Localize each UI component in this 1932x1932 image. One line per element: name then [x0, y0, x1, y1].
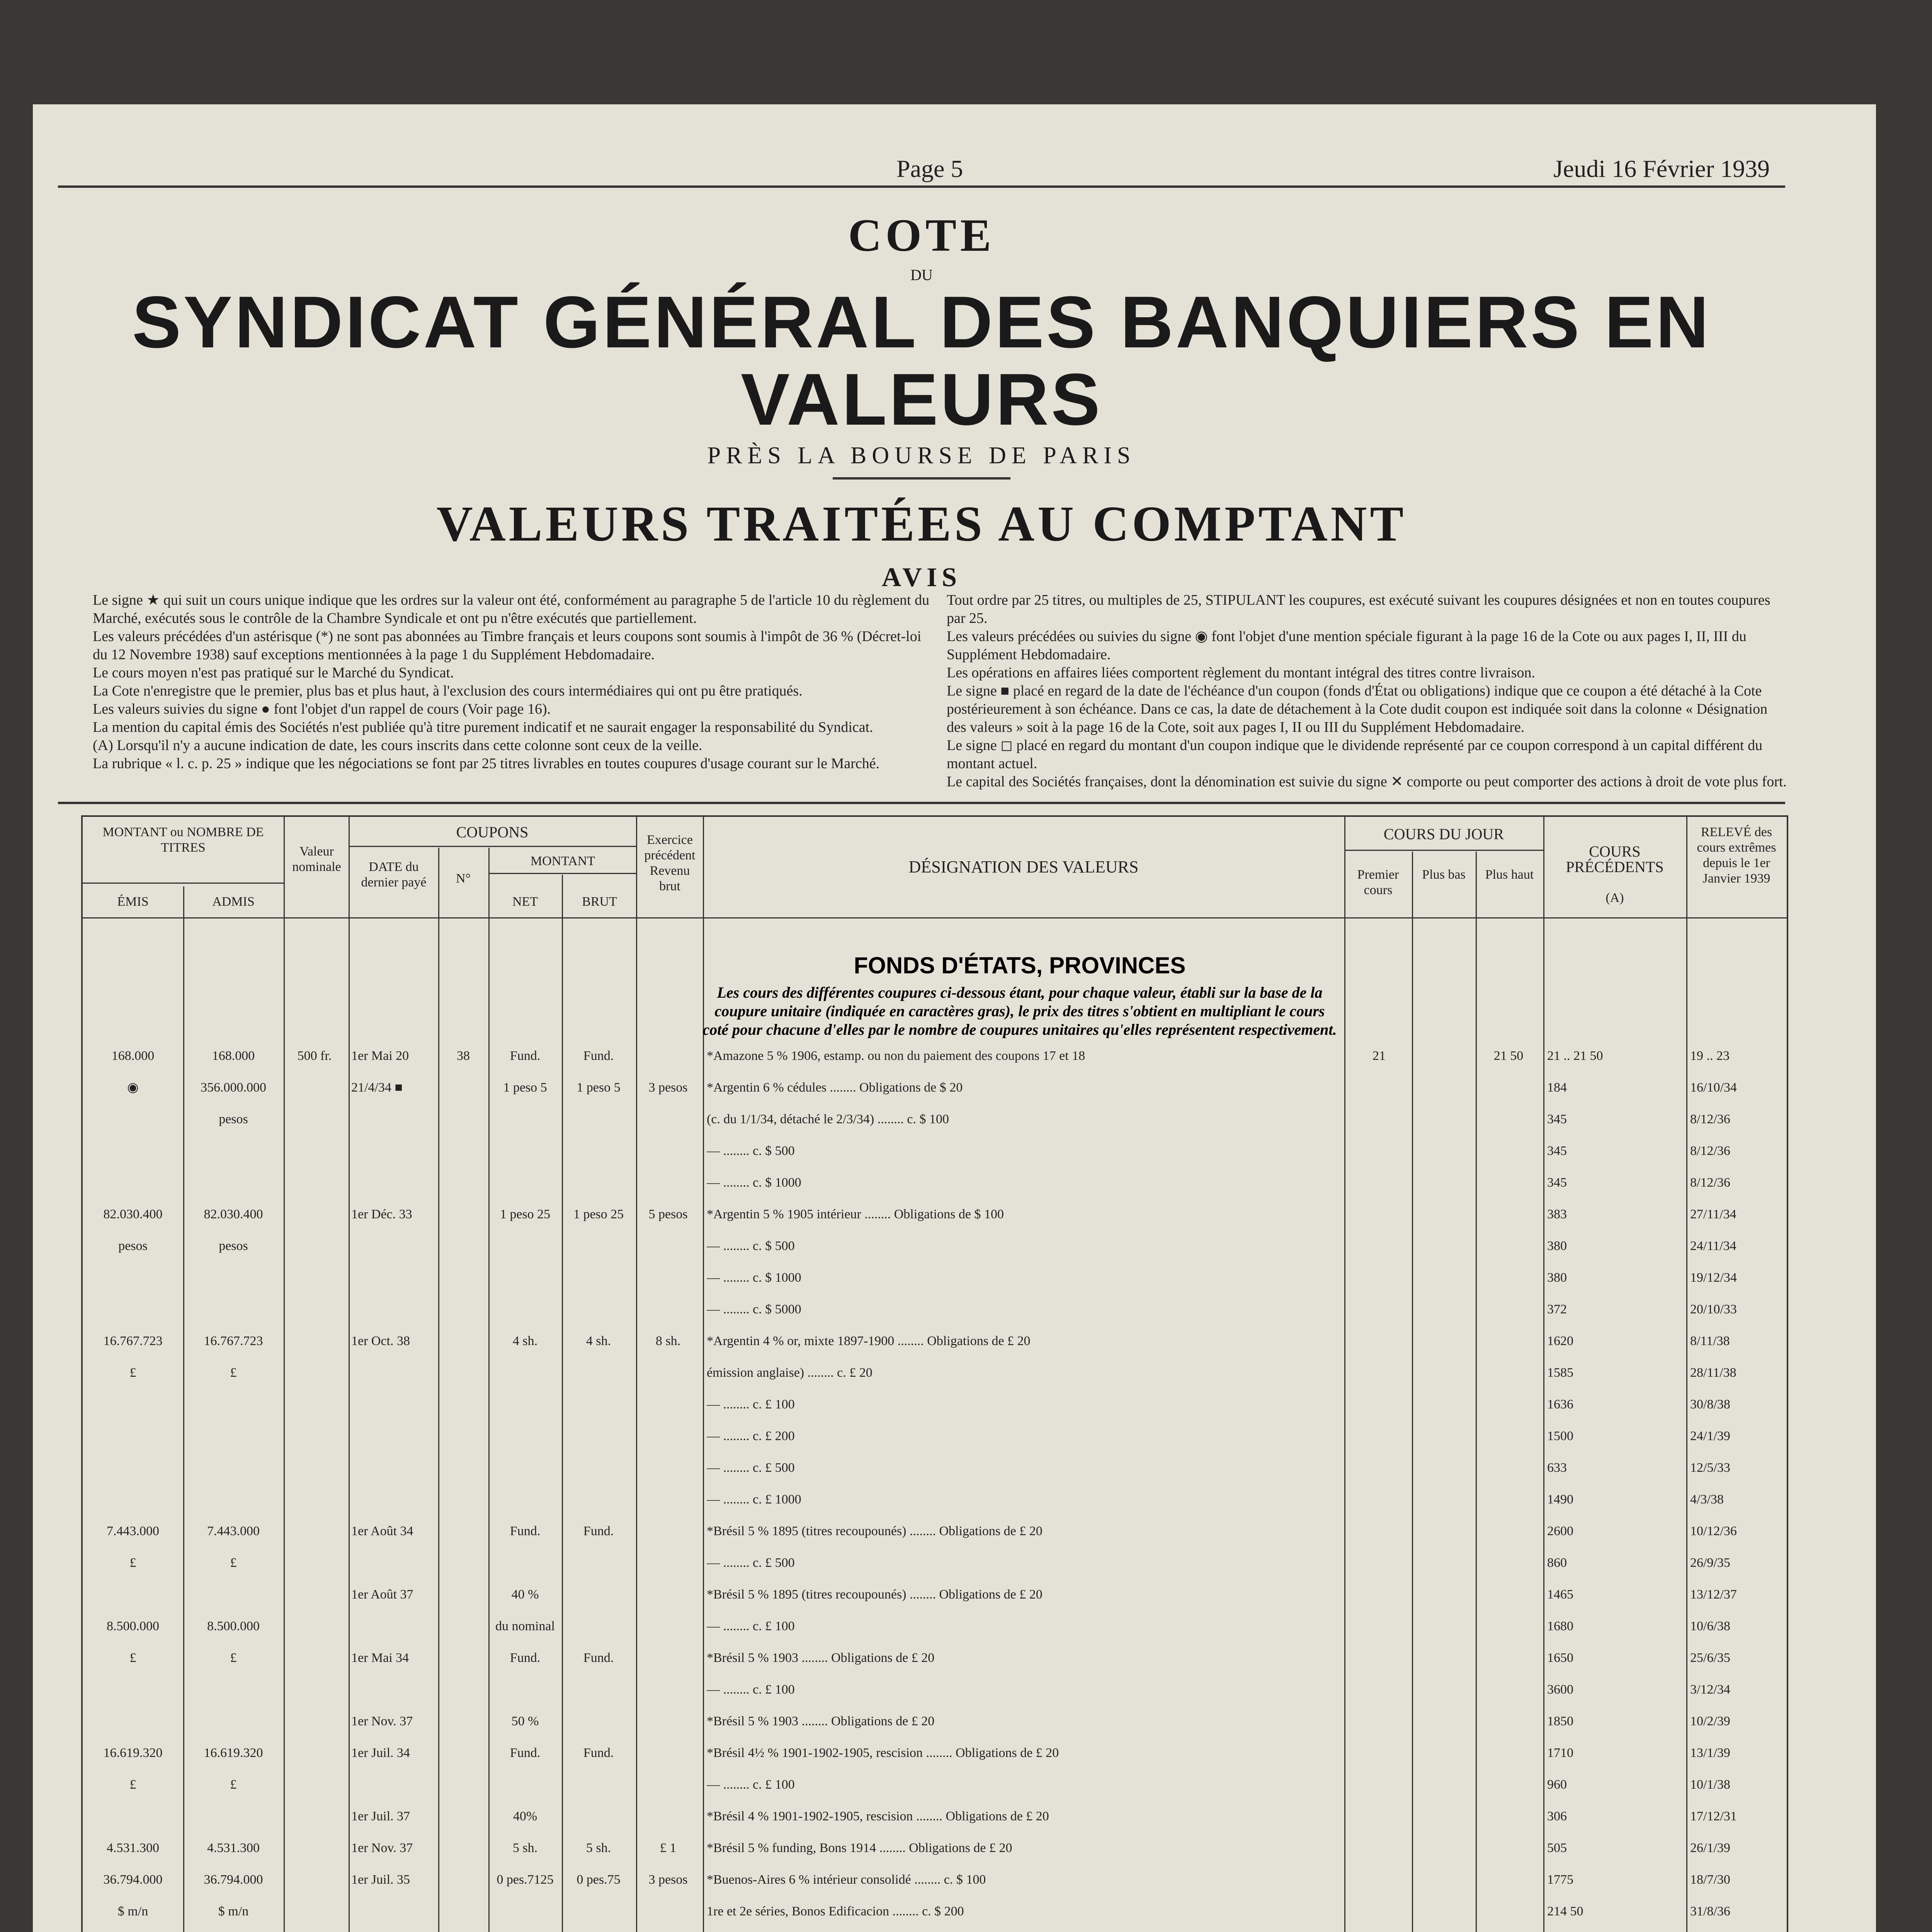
cell-designation: — ........ c. £ 500 — [707, 1556, 795, 1570]
table-row — [83, 1144, 1787, 1175]
cell-precedents: 1710 — [1547, 1746, 1573, 1760]
cell-designation: émission anglaise) ........ c. £ 20 — [707, 1366, 872, 1380]
cell-net: Fund. — [510, 1524, 541, 1538]
avis-paragraph: Le cours moyen n'est pas pratiqué sur le Marché du Syndicat. — [93, 665, 454, 681]
cell-releve: 10/1/38 — [1690, 1777, 1730, 1792]
avis-paragraph: Les valeurs suivies du signe ● font l'objet d'un rappel de cours (Voir page 16). — [93, 701, 551, 717]
cell-designation: — ........ c. $ 1000 — [707, 1270, 801, 1285]
avis-paragraph: Les opérations en affaires liées comportent règlement du montant intégral des titres contre livraison. — [947, 665, 1536, 681]
avis-paragraph: Le signe ★ qui suit un cours unique indique que les ordres sur la valeur ont été, conformément au paragraphe 5 de l'article 10 du règlement du Marché, exécutés sous le contrôle de la Chambre Syndicale et ont pu n'être exécutés que partiellement. — [93, 592, 930, 626]
cell-precedents: 3600 — [1547, 1682, 1573, 1697]
th-precedents-a: (A) — [1605, 891, 1624, 905]
cell-emis: $ m/n — [117, 1904, 148, 1918]
th-admis: ADMIS — [212, 895, 255, 909]
th-date: DATE du dernier payé — [361, 860, 427, 889]
table-row — [83, 1524, 1787, 1556]
cell-brut: Fund. — [583, 1746, 614, 1760]
cell-exercice: 3 pesos — [648, 1080, 688, 1095]
page-number: Page 5 — [896, 155, 963, 182]
cell-releve: 31/8/36 — [1690, 1904, 1730, 1918]
cell-emis: 36.794.000 — [103, 1872, 163, 1887]
cell-emis: £ — [129, 1366, 136, 1380]
cell-admis: 168.000 — [212, 1049, 255, 1063]
cell-net: 4 sh. — [512, 1334, 538, 1348]
cell-releve: 19/12/34 — [1690, 1270, 1737, 1285]
cell-admis: £ — [230, 1366, 237, 1380]
th-haut: Plus haut — [1485, 867, 1534, 882]
cell-releve: 13/12/37 — [1690, 1587, 1737, 1602]
cell-exercice: £ 1 — [660, 1841, 677, 1855]
th-montant: MONTANT ou NOMBRE DE TITRES — [102, 825, 264, 855]
issue-date: Jeudi 16 Février 1939 — [1553, 155, 1770, 182]
avis-paragraph: Le capital des Sociétés françaises, dont la dénomination est suivie du signe ✕ comporte ou peut comporter des actions à droit de vote plus fort. — [947, 774, 1787, 790]
cell-admis: 7.443.000 — [207, 1524, 260, 1538]
th-emis: ÉMIS — [117, 895, 149, 909]
th-designation: DÉSIGNATION DES VALEURS — [908, 857, 1139, 876]
table-row — [83, 1397, 1787, 1429]
avis-right-column — [947, 591, 1789, 791]
cell-precedents: 306 — [1547, 1809, 1567, 1823]
cell-releve: 8/12/36 — [1690, 1144, 1730, 1158]
table-row — [83, 1207, 1787, 1239]
section-fonds-etats — [701, 952, 1338, 1039]
cell-precedents: 1465 — [1547, 1587, 1573, 1602]
quotation-table — [81, 815, 1788, 1932]
cell-date: 1er Nov. 37 — [351, 1714, 413, 1728]
table-row — [83, 1334, 1787, 1366]
cell-date: 1er Mai 20 — [351, 1049, 409, 1063]
cell-admis: pesos — [219, 1239, 248, 1253]
avis-paragraph: Le signe ◻ placé en regard du montant d'un coupon indique que le dividende représenté par ce coupon correspond à un capital différent du montant actuel. — [947, 737, 1763, 772]
cell-date: 1er Juil. 37 — [351, 1809, 410, 1823]
row-rule — [83, 883, 284, 884]
cell-releve: 27/11/34 — [1690, 1207, 1736, 1221]
title-main: SYNDICAT GÉNÉRAL DES BANQUIERS EN VALEURS — [132, 281, 1711, 440]
cell-releve: 17/12/31 — [1690, 1809, 1737, 1823]
title-block — [58, 193, 1785, 553]
cell-precedents: 214 50 — [1547, 1904, 1583, 1918]
table-row — [83, 1714, 1787, 1746]
cell-releve: 18/7/30 — [1690, 1872, 1730, 1887]
avis-paragraph: Le signe ■ placé en regard de la date de l'échéance d'un coupon (fonds d'État ou obligations) indique que ce coupon a été détaché à la Cote postérieurement à son échéance. Dans ce cas, la date de détachement à la Cote dudit coupon est indiquée soit dans la colonne « Désignation des valeurs » soit à la page 16 de la Cote, soit aux pages I, II ou III du Supplément Hebdomadaire. — [947, 683, 1768, 735]
cell-admis: 356.000.000 — [201, 1080, 266, 1095]
table-row — [83, 1112, 1787, 1144]
cell-brut: 1 peso 25 — [573, 1207, 624, 1221]
cell-net: Fund. — [510, 1746, 541, 1760]
section-note: Les cours des différentes coupures ci-dessous étant, pour chaque valeur, établi sur la base de la coupure unitaire (indiquée en caractères gras), le prix des titres s'obtient en multipliant le cours coté pour chacune d'elles par le nombre de coupures unitaires qu'elles représentent respectivement. — [702, 984, 1337, 1038]
cell-precedents: 380 — [1547, 1270, 1567, 1285]
cell-valeur: 500 fr. — [297, 1049, 332, 1063]
cell-releve: 12/5/33 — [1690, 1461, 1730, 1475]
title-du: DU — [910, 266, 933, 284]
header-bottom-rule — [83, 917, 1787, 918]
cell-net: du nominal — [495, 1619, 555, 1633]
cell-admis: 36.794.000 — [204, 1872, 263, 1887]
cell-precedents: 345 — [1547, 1175, 1567, 1190]
th-valeur: Valeur nominale — [292, 844, 341, 874]
cell-precedents: 1500 — [1547, 1429, 1573, 1443]
cell-releve: 26/9/35 — [1690, 1556, 1730, 1570]
cell-designation: *Buenos-Aires 6 % intérieur consolidé ........ c. $ 100 — [707, 1872, 986, 1887]
cell-emis: 16.767.723 — [103, 1334, 163, 1348]
cell-exercice: 5 pesos — [648, 1207, 688, 1221]
cell-designation: (c. du 1/1/34, détaché le 2/3/34) ........ c. $ 100 — [707, 1112, 949, 1126]
cell-net: Fund. — [510, 1651, 541, 1665]
cell-date: 1er Août 34 — [351, 1524, 413, 1538]
table-row — [83, 1809, 1787, 1841]
cell-designation: — ........ c. £ 500 — [707, 1461, 795, 1475]
cell-emis: 8.500.000 — [107, 1619, 159, 1633]
cell-admis: 4.531.300 — [207, 1841, 260, 1855]
table-row — [83, 1841, 1787, 1872]
cell-releve: 4/3/38 — [1690, 1492, 1724, 1507]
cell-precedents: 1680 — [1547, 1619, 1573, 1633]
cell-designation: *Brésil 4½ % 1901-1902-1905, rescision ........ Obligations de £ 20 — [707, 1746, 1059, 1760]
cell-designation: *Brésil 4 % 1901-1902-1905, rescision ........ Obligations de £ 20 — [707, 1809, 1049, 1823]
cell-precedents: 1775 — [1547, 1872, 1573, 1887]
cell-releve: 20/10/33 — [1690, 1302, 1737, 1316]
cell-admis: £ — [230, 1651, 237, 1665]
cell-date: 1er Juil. 35 — [351, 1872, 410, 1887]
cell-precedents: 184 — [1547, 1080, 1567, 1095]
table-row — [83, 1270, 1787, 1302]
avis-paragraph: La mention du capital émis des Sociétés n'est publiée qu'à titre purement indicatif et ne saurait engager la responsabilité du Syndicat. — [93, 719, 873, 735]
cell-admis: £ — [230, 1556, 237, 1570]
cell-exercice: 8 sh. — [655, 1334, 681, 1348]
cell-date: 21/4/34 ■ — [351, 1080, 403, 1095]
avis-left-column — [93, 591, 935, 773]
cell-exercice: 3 pesos — [648, 1872, 688, 1887]
cell-net: 40 % — [511, 1587, 539, 1602]
table-row — [83, 1366, 1787, 1397]
cell-precedents: 1620 — [1547, 1334, 1573, 1348]
table-row — [83, 1872, 1787, 1904]
cell-precedents: 345 — [1547, 1112, 1567, 1126]
section-title: FONDS D'ÉTATS, PROVINCES — [854, 952, 1186, 978]
cell-designation: *Brésil 5 % 1903 ........ Obligations de £ 20 — [707, 1714, 935, 1728]
cell-designation: — ........ c. $ 500 — [707, 1144, 795, 1158]
cell-admis: £ — [230, 1777, 237, 1792]
table-row — [83, 1651, 1787, 1682]
cell-releve: 8/12/36 — [1690, 1175, 1730, 1190]
cell-emis: £ — [129, 1777, 136, 1792]
cell-releve: 16/10/34 — [1690, 1080, 1737, 1095]
th-premier: Premier cours — [1357, 867, 1399, 897]
cell-designation: — ........ c. $ 5000 — [707, 1302, 801, 1316]
cell-brut: 5 sh. — [586, 1841, 611, 1855]
cell-admis: 16.767.723 — [204, 1334, 263, 1348]
cell-releve: 8/11/38 — [1690, 1334, 1730, 1348]
cell-brut: Fund. — [583, 1049, 614, 1063]
cell-designation: *Brésil 5 % 1903 ........ Obligations de £ 20 — [707, 1651, 935, 1665]
row-rule — [349, 846, 636, 847]
cell-haut: 21 50 — [1493, 1049, 1524, 1063]
title-sub: PRÈS LA BOURSE DE PARIS — [707, 442, 1136, 469]
cell-date: 1er Août 37 — [351, 1587, 413, 1602]
cell-designation: — ........ c. £ 100 — [707, 1397, 795, 1412]
page-header — [58, 147, 1770, 185]
cell-net: 50 % — [511, 1714, 539, 1728]
cell-admis: 16.619.320 — [204, 1746, 263, 1760]
table-row — [83, 1429, 1787, 1461]
cell-net: 1 peso 25 — [500, 1207, 551, 1221]
th-coupons: COUPONS — [456, 823, 529, 841]
cell-brut: 1 peso 5 — [577, 1080, 621, 1095]
table-row — [83, 1777, 1787, 1809]
table-row — [83, 1175, 1787, 1207]
cell-emis: 168.000 — [111, 1049, 155, 1063]
cell-releve: 10/6/38 — [1690, 1619, 1730, 1633]
table-row — [83, 1904, 1787, 1932]
header-rule — [58, 185, 1785, 188]
cell-releve: 25/6/35 — [1690, 1651, 1730, 1665]
cell-precedents: 1490 — [1547, 1492, 1573, 1507]
cell-emis: ◉ — [127, 1080, 139, 1095]
cell-designation: *Argentin 5 % 1905 intérieur ........ Obligations de $ 100 — [707, 1207, 1004, 1221]
cell-precedents: 2600 — [1547, 1524, 1573, 1538]
cell-precedents: 345 — [1547, 1144, 1567, 1158]
cell-releve: 13/1/39 — [1690, 1746, 1730, 1760]
cell-releve: 8/12/36 — [1690, 1112, 1730, 1126]
avis-paragraph: Les valeurs précédées d'un astérisque (*) ne sont pas abonnées au Timbre français et leurs coupons sont soumis à l'impôt de 36 % (Décret-loi du 12 Novembre 1938) sauf exceptions mentionnées à la page 1 du Supplément Hebdomadaire. — [93, 628, 922, 663]
cell-net: Fund. — [510, 1049, 541, 1063]
table-row — [83, 1049, 1787, 1080]
cell-releve: 3/12/34 — [1690, 1682, 1730, 1697]
cell-designation: — ........ c. $ 1000 — [707, 1175, 801, 1190]
cell-brut: Fund. — [583, 1524, 614, 1538]
cell-releve: 10/12/36 — [1690, 1524, 1737, 1538]
table-row — [83, 1556, 1787, 1587]
row-rule — [1344, 850, 1543, 851]
table-row — [83, 1587, 1787, 1619]
th-exercice: Exercice précédent Revenu brut — [644, 833, 696, 893]
cell-emis: 4.531.300 — [107, 1841, 159, 1855]
cell-precedents: 1585 — [1547, 1366, 1573, 1380]
cell-emis: 82.030.400 — [103, 1207, 163, 1221]
cell-designation: — ........ c. $ 500 — [707, 1239, 795, 1253]
cell-designation: *Amazone 5 % 1906, estamp. ou non du paiement des coupons 17 et 18 — [707, 1049, 1085, 1063]
th-cours-jour: COURS DU JOUR — [1383, 825, 1504, 843]
th-bas: Plus bas — [1422, 867, 1466, 882]
cell-releve: 28/11/38 — [1690, 1366, 1736, 1380]
cell-brut: 0 pes.75 — [577, 1872, 621, 1887]
cell-releve: 19 .. 23 — [1690, 1049, 1730, 1063]
th-precedents: COURS PRÉCÉDENTS — [1566, 843, 1664, 876]
cell-date: 1er Nov. 37 — [351, 1841, 413, 1855]
cell-emis: £ — [129, 1556, 136, 1570]
cell-releve: 26/1/39 — [1690, 1841, 1730, 1855]
avis-paragraph: La Cote n'enregistre que le premier, plus bas et plus haut, à l'exclusion des cours intermédiaires qui ont pu être pratiqués. — [93, 683, 803, 699]
cell-number: 38 — [457, 1049, 470, 1063]
section-heading: VALEURS TRAITÉES AU COMPTANT — [436, 496, 1407, 552]
cell-designation: — ........ c. £ 100 — [707, 1682, 795, 1697]
cell-precedents: 380 — [1547, 1239, 1567, 1253]
avis-paragraph: (A) Lorsqu'il n'y a aucune indication de date, les cours inscrits dans cette colonne sont ceux de la veille. — [93, 737, 702, 753]
avis-paragraph: Les valeurs précédées ou suivies du signe ◉ font l'objet d'une mention spéciale figurant à la page 16 de la Cote ou aux pages I, II, III du Supplément Hebdomadaire. — [947, 628, 1747, 663]
table-row — [83, 1492, 1787, 1524]
cell-releve: 10/2/39 — [1690, 1714, 1730, 1728]
table-row — [83, 1080, 1787, 1112]
cell-precedents: 860 — [1547, 1556, 1567, 1570]
cell-net: 1 peso 5 — [503, 1080, 547, 1095]
avis-title: AVIS — [881, 563, 962, 592]
cell-admis: pesos — [219, 1112, 248, 1126]
cell-releve: 24/11/34 — [1690, 1239, 1736, 1253]
cell-designation: *Brésil 5 % 1895 (titres recoupounés) ........ Obligations de £ 20 — [707, 1524, 1043, 1538]
avis-paragraph: La rubrique « l. c. p. 25 » indique que les négociations se font par 25 titres livrables en toutes coupures d'usage courant sur le Marché. — [93, 755, 880, 772]
table-row — [83, 1619, 1787, 1651]
cell-designation: — ........ c. £ 200 — [707, 1429, 795, 1443]
row-rule — [488, 873, 636, 874]
cell-precedents: 633 — [1547, 1461, 1567, 1475]
cell-designation: *Argentin 6 % cédules ........ Obligations de $ 20 — [707, 1080, 963, 1095]
th-brut: BRUT — [582, 895, 617, 909]
table-row — [83, 1302, 1787, 1334]
cell-precedents: 383 — [1547, 1207, 1567, 1221]
th-montant-coupon: MONTANT — [530, 854, 595, 868]
cell-emis: 16.619.320 — [103, 1746, 163, 1760]
cell-admis: 82.030.400 — [204, 1207, 263, 1221]
cell-admis: 8.500.000 — [207, 1619, 260, 1633]
cell-precedents: 21 .. 21 50 — [1547, 1049, 1603, 1063]
cell-date: 1er Déc. 33 — [351, 1207, 412, 1221]
cell-precedents: 1636 — [1547, 1397, 1573, 1412]
cell-designation: — ........ c. £ 1000 — [707, 1492, 801, 1507]
cell-net: 5 sh. — [512, 1841, 538, 1855]
th-releve: RELEVÉ des cours extrêmes depuis le 1er Janvier 1939 — [1697, 825, 1776, 886]
th-n: N° — [456, 871, 471, 886]
cell-admis: $ m/n — [218, 1904, 249, 1918]
cell-precedents: 960 — [1547, 1777, 1567, 1792]
cell-designation: *Argentin 4 % or, mixte 1897-1900 ........ Obligations de £ 20 — [707, 1334, 1031, 1348]
cell-date: 1er Mai 34 — [351, 1651, 409, 1665]
cell-designation: *Brésil 5 % funding, Bons 1914 ........ Obligations de £ 20 — [707, 1841, 1012, 1855]
title-rule — [833, 477, 1010, 480]
cell-designation: — ........ c. £ 100 — [707, 1619, 795, 1633]
cell-precedents: 505 — [1547, 1841, 1567, 1855]
cell-net: 40% — [513, 1809, 537, 1823]
cell-date: 1er Oct. 38 — [351, 1334, 410, 1348]
avis-paragraph: Tout ordre par 25 titres, ou multiples de 25, STIPULANT les coupures, est exécuté suivant les coupures désignées et non en toutes coupures par 25. — [947, 592, 1770, 626]
cell-brut: 4 sh. — [586, 1334, 611, 1348]
cell-date: 1er Juil. 34 — [351, 1746, 410, 1760]
cell-premier: 21 — [1372, 1049, 1386, 1063]
cell-designation: 1re et 2e séries, Bonos Edificacion ........ c. $ 200 — [707, 1904, 964, 1918]
avis-rule — [58, 802, 1785, 804]
table-row — [83, 1746, 1787, 1777]
cell-releve: 24/1/39 — [1690, 1429, 1730, 1443]
cell-releve: 30/8/38 — [1690, 1397, 1730, 1412]
cell-emis: 7.443.000 — [107, 1524, 159, 1538]
cell-brut: Fund. — [583, 1651, 614, 1665]
cell-designation: *Brésil 5 % 1895 (titres recoupounés) ........ Obligations de £ 20 — [707, 1587, 1043, 1602]
cell-precedents: 1650 — [1547, 1651, 1573, 1665]
table-row — [83, 1682, 1787, 1714]
table-row — [83, 1239, 1787, 1270]
table-row — [83, 1461, 1787, 1492]
cell-emis: £ — [129, 1651, 136, 1665]
cell-emis: pesos — [118, 1239, 148, 1253]
th-net: NET — [512, 895, 538, 909]
title-cote: COTE — [848, 209, 995, 261]
cell-precedents: 372 — [1547, 1302, 1567, 1316]
table-rows — [83, 1049, 1787, 1932]
cell-designation: — ........ c. £ 100 — [707, 1777, 795, 1792]
cell-precedents: 1850 — [1547, 1714, 1573, 1728]
cell-net: 0 pes.7125 — [497, 1872, 554, 1887]
